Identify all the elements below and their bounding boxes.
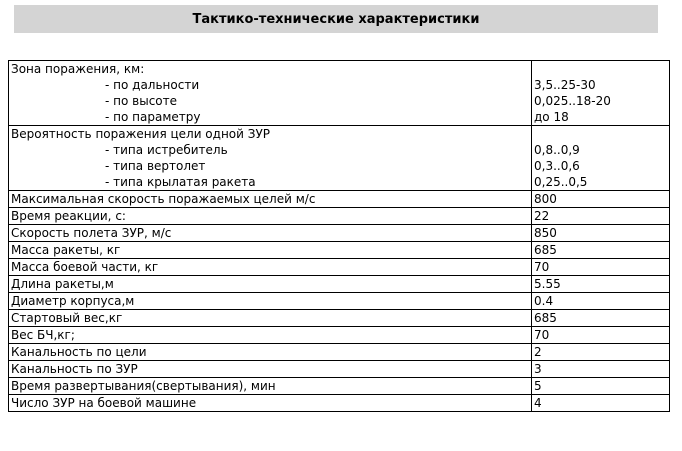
param-name: Длина ракеты,м [9, 276, 532, 293]
param-sub-label: - по параметру [105, 110, 201, 124]
table-row [9, 327, 670, 344]
table-row [9, 361, 670, 378]
param-name: Канальность по цели [9, 344, 532, 361]
table-row [9, 378, 670, 395]
table-row [9, 310, 670, 327]
table-row-zone [9, 61, 670, 126]
param-name: Диаметр корпуса,м [9, 293, 532, 310]
param-value: до 18 [534, 110, 569, 124]
param-name: Масса боевой части, кг [9, 259, 532, 276]
table-row-probability [9, 126, 670, 191]
param-value: 5.55 [532, 276, 670, 293]
param-name: Скорость полета ЗУР, м/с [9, 225, 532, 242]
param-value-cell [532, 61, 670, 126]
param-sub-label: - типа крылатая ракета [105, 175, 256, 189]
table-row [9, 344, 670, 361]
param-name-cell [9, 61, 532, 126]
param-name: Максимальная скорость поражаемых целей м/с [9, 191, 532, 208]
param-group-label: Вероятность поражения цели одной ЗУР [11, 127, 270, 141]
param-name: Вес БЧ,кг; [9, 327, 532, 344]
param-value: 0,25..0,5 [534, 175, 588, 189]
param-value: 0,025..18-20 [534, 94, 611, 108]
param-value: 70 [532, 259, 670, 276]
param-value: 22 [532, 208, 670, 225]
table-row [9, 293, 670, 310]
param-value: 0.4 [532, 293, 670, 310]
param-value: 0,3..0,6 [534, 159, 580, 173]
param-name: Время развертывания(свертывания), мин [9, 378, 532, 395]
table-row [9, 395, 670, 412]
param-sub-label: - по высоте [105, 94, 178, 108]
param-name-cell [9, 126, 532, 191]
param-name: Масса ракеты, кг [9, 242, 532, 259]
param-value: 5 [532, 378, 670, 395]
param-value: 3,5..25-30 [534, 78, 596, 92]
table-row [9, 276, 670, 293]
page-header [14, 5, 658, 33]
page-title: Тактико-технические характеристики [192, 11, 480, 27]
param-value: 685 [532, 310, 670, 327]
table-row [9, 259, 670, 276]
param-value: 800 [532, 191, 670, 208]
table-row [9, 225, 670, 242]
param-value: 850 [532, 225, 670, 242]
param-name: Канальность по ЗУР [9, 361, 532, 378]
param-value: 70 [532, 327, 670, 344]
param-value: 0,8..0,9 [534, 143, 580, 157]
specs-table [8, 60, 670, 412]
param-value: 4 [532, 395, 670, 412]
param-name: Время реакции, с: [9, 208, 532, 225]
param-value: 685 [532, 242, 670, 259]
table-row [9, 208, 670, 225]
param-name: Стартовый вес,кг [9, 310, 532, 327]
param-value-cell [532, 126, 670, 191]
table-row [9, 191, 670, 208]
param-group-label: Зона поражения, км: [11, 62, 145, 76]
param-value: 2 [532, 344, 670, 361]
table-row [9, 242, 670, 259]
param-sub-label: - типа истребитель [105, 143, 228, 157]
param-value: 3 [532, 361, 670, 378]
param-name: Число ЗУР на боевой машине [9, 395, 532, 412]
param-sub-label: - типа вертолет [105, 159, 206, 173]
param-sub-label: - по дальности [105, 78, 200, 92]
